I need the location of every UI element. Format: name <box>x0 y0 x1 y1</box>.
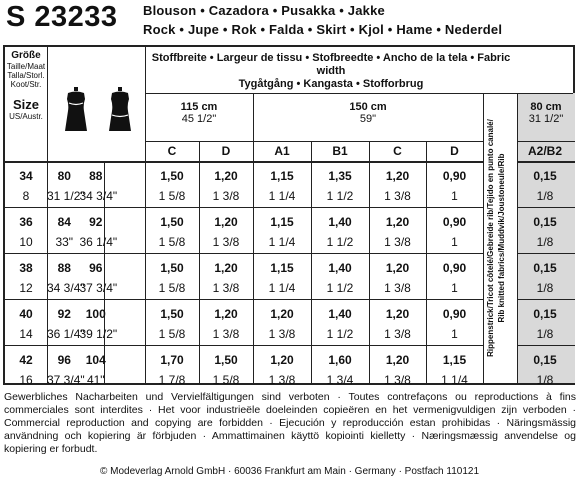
column-letter: A1 <box>274 144 290 158</box>
fabric-yards: 1 5/8 <box>158 327 186 341</box>
rib-label-line-1: Rippenstrick/Tricot côtelé/Gebreide rib/Tejido en punto canalé/ <box>486 119 495 357</box>
width-115 <box>145 101 253 125</box>
row-rule <box>5 299 483 300</box>
width-150 <box>253 101 483 125</box>
rule-letters-rib <box>517 141 575 142</box>
fabric-meters: 0,15 <box>533 353 557 367</box>
fabric-meters: 1,60 <box>328 353 352 367</box>
size-label: Size <box>12 97 39 112</box>
fabric-yards: 1 5/8 <box>212 373 240 387</box>
size-us: 16 <box>19 373 33 387</box>
width-115-inch: 45 1/2" <box>181 113 217 125</box>
fabric-meters: 1,20 <box>385 353 410 367</box>
fabric-meters: 0,90 <box>442 307 467 321</box>
fabric-yards: 1/8 <box>536 327 554 341</box>
fabric-yards: 1 1/4 <box>268 281 296 295</box>
fabric-meters: 0,15 <box>533 261 557 275</box>
fabric-yards: 1 <box>451 327 458 341</box>
rule-letters <box>145 141 483 142</box>
bust-figure-icon <box>65 87 87 133</box>
fabric-meters: 1,20 <box>214 261 238 275</box>
size-us: 12 <box>19 281 33 295</box>
row-rule-rib <box>517 207 575 208</box>
fabric-yards: 1 5/8 <box>158 235 186 249</box>
column-letter: D <box>450 144 459 158</box>
fabric-yards: 1 3/4 <box>326 373 354 387</box>
fabric-requirements-table <box>3 45 575 385</box>
size-us-label: US/Austr. <box>9 112 43 121</box>
fabric-yards: 1 1/2 <box>326 327 354 341</box>
fabric-meters: 1,35 <box>328 169 352 183</box>
fabric-meters: 1,15 <box>270 261 294 275</box>
fabric-yards: 1 1/2 <box>326 189 354 203</box>
fabric-meters: 1,20 <box>270 307 294 321</box>
garment-list-line-1: Blouson • Cazadora • Pusakka • Jakke <box>143 3 385 18</box>
fabric-width-line-2: Tygåtgång • Kangasta • Stofforbrug <box>238 78 424 90</box>
row-rule <box>5 253 483 254</box>
fabric-meters: 0,15 <box>533 169 557 183</box>
hip-inch: 37 3/4" <box>79 281 118 295</box>
bust-cm: 84 <box>57 215 71 229</box>
size-sub-3: Koot/Str. <box>10 80 42 89</box>
fabric-meters: 1,20 <box>385 307 410 321</box>
fabric-yards: 1 3/8 <box>268 373 296 387</box>
size-us: 14 <box>19 327 33 341</box>
fabric-yards: 1 3/8 <box>212 327 240 341</box>
size-sub-2: Talla/Storl. <box>7 71 45 80</box>
row-rule <box>5 345 483 346</box>
fabric-meters: 0,90 <box>442 261 467 275</box>
hip-inch: 39 1/2" <box>79 327 118 341</box>
fabric-meters: 1,15 <box>270 169 294 183</box>
fabric-width-header <box>145 52 517 91</box>
size-us: 8 <box>22 189 30 203</box>
publisher-line: © Modeverlag Arnold GmbH · 60036 Frankfurt am Main · Germany · Postfach 110121 <box>99 466 480 477</box>
fabric-meters: 1,20 <box>385 169 410 183</box>
fabric-yards: 1 3/8 <box>384 327 411 341</box>
bust-cm: 96 <box>57 353 71 367</box>
width-80-inch: 31 1/2" <box>528 113 564 125</box>
hip-inch: 41" <box>86 373 105 387</box>
bust-inch: 33" <box>55 235 74 249</box>
column-letter: C <box>393 144 402 158</box>
hip-inch: 34 3/4" <box>79 189 118 203</box>
size-sub-1: Taille/Maat <box>6 62 46 71</box>
fabric-meters: 1,40 <box>328 307 352 321</box>
row-rule <box>5 207 483 208</box>
fabric-yards: 1 1/4 <box>268 235 296 249</box>
garment-list-line-2: Rock • Jupe • Rok • Falda • Skirt • Kjol • Hame • Nederdel <box>143 22 503 37</box>
fabric-yards: 1 7/8 <box>158 373 186 387</box>
bust-inch: 31 1/2" <box>47 189 85 203</box>
column-letter: D <box>221 144 231 158</box>
bust-inch: 36 1/4" <box>47 327 85 341</box>
fabric-yards: 1 3/8 <box>212 281 240 295</box>
row-rule-rib <box>517 299 575 300</box>
row-rule <box>5 161 483 163</box>
fabric-meters: 1,20 <box>214 169 238 183</box>
fabric-yards: 1/8 <box>536 281 554 295</box>
fabric-yards: 1 <box>451 235 458 249</box>
fabric-yards: 1 3/8 <box>212 189 240 203</box>
bust-cm: 92 <box>57 307 71 321</box>
fabric-meters: 1,20 <box>385 261 410 275</box>
hip-figure-icon <box>109 87 131 133</box>
bust-inch: 37 3/4" <box>47 373 85 387</box>
fabric-meters: 1,50 <box>160 307 184 321</box>
width-115-cm: 115 cm <box>180 101 218 113</box>
size-eu: 34 <box>19 169 33 183</box>
fabric-meters: 1,20 <box>214 215 238 229</box>
width-80-cm: 80 cm <box>530 101 562 113</box>
fabric-meters: 1,70 <box>160 353 184 367</box>
fabric-yards: 1 1/4 <box>441 373 468 387</box>
rib-label-line-2: Rib knitted fabrics/Muddvik/Joustoneule/Rib <box>497 153 506 323</box>
fabric-yards: 1 3/8 <box>268 327 296 341</box>
fabric-yards: 1 3/8 <box>384 281 411 295</box>
fabric-meters: 1,20 <box>214 307 238 321</box>
fabric-meters: 0,90 <box>442 169 467 183</box>
rib-fabric-vertical-label <box>485 82 515 394</box>
fabric-meters: 1,20 <box>270 353 294 367</box>
bust-cm: 88 <box>57 261 71 275</box>
size-eu: 40 <box>19 307 33 321</box>
fabric-yards: 1 5/8 <box>158 281 186 295</box>
fabric-meters: 0,90 <box>442 215 467 229</box>
fabric-yards: 1/8 <box>536 373 554 387</box>
fabric-meters: 1,50 <box>160 261 184 275</box>
size-header <box>5 50 47 121</box>
fabric-meters: 0,15 <box>533 215 557 229</box>
size-us: 10 <box>19 235 33 249</box>
fabric-yards: 1 1/4 <box>268 189 296 203</box>
size-eu: 38 <box>19 261 33 275</box>
row-rule-rib <box>517 253 575 254</box>
column-letter: A2/B2 <box>527 144 562 158</box>
column-letter: C <box>167 144 177 158</box>
fabric-yards: 1 3/8 <box>384 189 411 203</box>
hip-cm: 88 <box>89 169 103 183</box>
fabric-yards: 1/8 <box>536 235 554 249</box>
fabric-yards: 1 3/8 <box>384 373 411 387</box>
hip-cm: 104 <box>85 353 106 367</box>
pattern-number: S 23233 <box>6 1 118 33</box>
fabric-meters: 1,50 <box>214 353 238 367</box>
fabric-meters: 1,20 <box>385 215 410 229</box>
fabric-yards: 1 3/8 <box>384 235 411 249</box>
fabric-yards: 1/8 <box>536 189 554 203</box>
fabric-yards: 1 3/8 <box>212 235 240 249</box>
fabric-yards: 1 <box>451 281 458 295</box>
fabric-yards: 1 1/2 <box>326 281 354 295</box>
width-80 <box>517 101 575 125</box>
row-rule-rib <box>517 345 575 346</box>
column-letter: B1 <box>332 144 348 158</box>
size-eu: 36 <box>19 215 33 229</box>
size-title: Größe <box>11 50 41 61</box>
copyright-notice: Gewerbliches Nacharbeiten und Vervielfältigungen sind verboten · Toutes contrefaçons ou reproductions à fins commerciales sont interdites · Het voor industrieële doeleinden copieëren en het vermenigvuldigen zijn verboden · Commercial reproduction and copying are forbidden · Ejecución y reproducción estan prohibidas · Näringsmässig användning och kopiering är förbjuden · Ammattimainen käyttö kopiointi kielletty · Næringsmæssig anvendelse og kopiering er forbudt. <box>4 391 576 455</box>
hip-cm: 92 <box>89 215 103 229</box>
fabric-meters: 0,15 <box>533 307 557 321</box>
fabric-meters: 1,50 <box>160 215 184 229</box>
fabric-yards: 1 <box>451 189 458 203</box>
width-150-inch: 59" <box>359 113 377 125</box>
hip-cm: 100 <box>85 307 106 321</box>
hip-cm: 96 <box>89 261 103 275</box>
fabric-meters: 1,15 <box>442 353 467 367</box>
fabric-meters: 1,40 <box>328 261 352 275</box>
bust-inch: 34 3/4" <box>47 281 85 295</box>
size-eu: 42 <box>19 353 33 367</box>
fabric-width-line-1: Stoffbreite • Largeur de tissu • Stofbreedte • Ancho de la tela • Fabric width <box>151 52 511 77</box>
row-rule-rib <box>517 161 575 163</box>
fabric-yards: 1 5/8 <box>158 189 186 203</box>
fabric-yards: 1 1/2 <box>326 235 354 249</box>
hip-inch: 36 1/4" <box>79 235 118 249</box>
width-150-cm: 150 cm <box>349 101 387 113</box>
fabric-meters: 1,15 <box>270 215 294 229</box>
fabric-meters: 1,50 <box>160 169 184 183</box>
bust-cm: 80 <box>57 169 71 183</box>
divider-rib <box>483 93 484 383</box>
fabric-meters: 1,40 <box>328 215 352 229</box>
